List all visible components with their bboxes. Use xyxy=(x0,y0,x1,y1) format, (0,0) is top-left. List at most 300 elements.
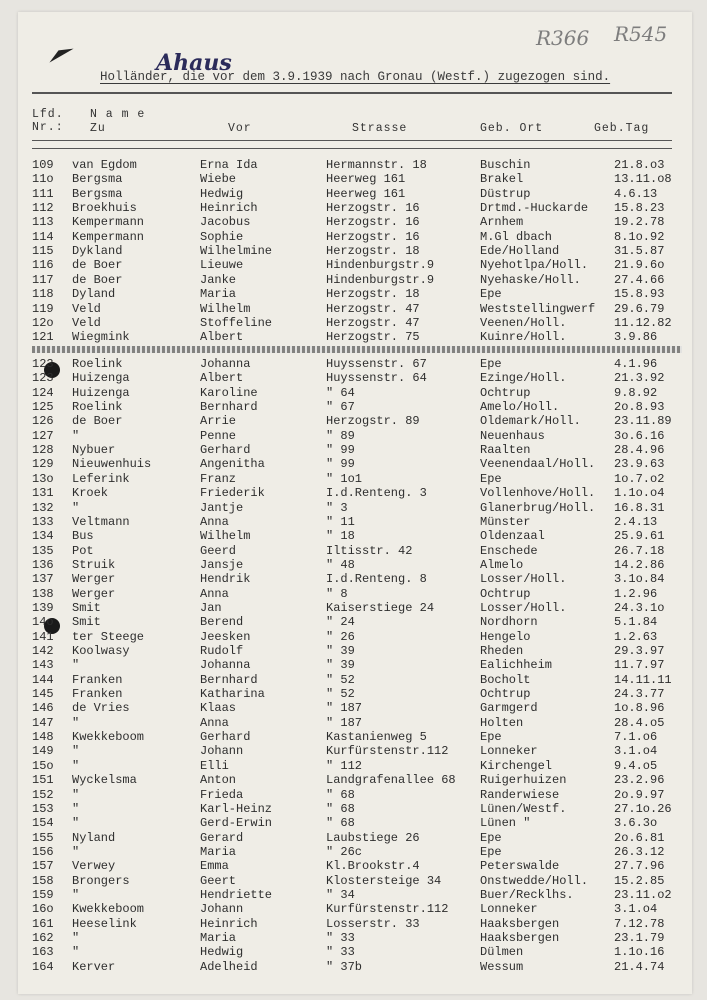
row-number: 141 xyxy=(32,629,54,644)
row-number: 123 xyxy=(32,371,54,386)
row-birthplace: Almelo xyxy=(480,557,524,572)
header-geb-ort: Geb. Ort xyxy=(480,122,544,135)
row-birthdate: 23.9.63 xyxy=(614,457,665,472)
table-row xyxy=(18,400,692,414)
row-street: " 52 xyxy=(326,672,355,687)
table-row xyxy=(18,816,692,830)
row-birthdate: 27.1o.26 xyxy=(614,801,672,816)
table-row xyxy=(18,587,692,601)
row-surname: de Vries xyxy=(72,701,130,716)
row-birthplace: Haaksbergen xyxy=(480,931,560,945)
table-row xyxy=(18,330,692,344)
row-number: 159 xyxy=(32,887,54,902)
row-street: " 33 xyxy=(326,931,355,945)
row-street: Landgrafenallee 68 xyxy=(326,773,456,788)
row-street: Huyssenstr. 64 xyxy=(326,371,427,386)
row-birthdate: 5.1.84 xyxy=(614,615,658,630)
row-firstname: Maria xyxy=(200,287,237,302)
row-street: " 24 xyxy=(326,615,355,630)
row-street: " 64 xyxy=(326,385,355,400)
row-street: Herzogstr. 47 xyxy=(326,301,420,316)
row-surname: Kempermann xyxy=(72,229,145,244)
row-birthdate: 23.11.89 xyxy=(614,414,672,429)
row-birthplace: Kuinre/Holl. xyxy=(480,330,567,345)
row-birthplace: Epe xyxy=(480,287,502,302)
row-street: " 37b xyxy=(326,959,363,974)
row-surname: " xyxy=(72,715,80,730)
row-firstname: Erna Ida xyxy=(200,158,258,172)
row-surname: Veld xyxy=(72,315,101,330)
row-birthplace: Lünen " xyxy=(480,816,531,831)
row-birthplace: Lonneker xyxy=(480,744,538,759)
section-divider xyxy=(32,346,682,353)
row-number: 14o xyxy=(32,615,54,630)
row-birthplace: Veenen/Holl. xyxy=(480,315,567,330)
row-birthdate: 7.12.78 xyxy=(614,916,665,931)
row-street: " 39 xyxy=(326,658,355,673)
row-birthplace: Kirchengel xyxy=(480,758,553,773)
row-birthdate: 29.6.79 xyxy=(614,301,665,316)
row-street: Kl.Brookstr.4 xyxy=(326,859,420,874)
row-birthdate: 21.8.o3 xyxy=(614,158,665,172)
table-row xyxy=(18,615,692,629)
row-number: 12o xyxy=(32,315,54,330)
row-birthplace: Ealichheim xyxy=(480,658,553,673)
row-birthplace: Holten xyxy=(480,715,524,730)
row-surname: " xyxy=(72,801,80,816)
row-surname: Veltmann xyxy=(72,514,130,529)
row-number: 126 xyxy=(32,414,54,429)
row-firstname: Hedwig xyxy=(200,945,244,960)
table-row xyxy=(18,472,692,486)
row-surname: Heeselink xyxy=(72,916,137,931)
table-row xyxy=(18,187,692,201)
row-street: I.d.Renteng. 8 xyxy=(326,572,427,587)
row-street: " 89 xyxy=(326,428,355,443)
row-birthdate: 21.3.92 xyxy=(614,371,665,386)
row-street: " 8 xyxy=(326,586,348,601)
row-birthdate: 2.4.13 xyxy=(614,514,658,529)
row-number: 112 xyxy=(32,201,54,216)
table-row xyxy=(18,429,692,443)
row-firstname: Lieuwe xyxy=(200,258,244,273)
table-row xyxy=(18,701,692,715)
row-firstname: Penne xyxy=(200,428,237,443)
row-street: Kurfürstenstr.112 xyxy=(326,902,449,917)
table-row xyxy=(18,287,692,301)
row-birthdate: 24.3.77 xyxy=(614,687,665,702)
row-birthplace: Drtmd.-Huckarde xyxy=(480,201,589,216)
table-row xyxy=(18,630,692,644)
row-street: Herzogstr. 47 xyxy=(326,315,420,330)
row-birthplace: Brakel xyxy=(480,172,524,187)
row-number: 163 xyxy=(32,945,54,960)
table-row xyxy=(18,572,692,586)
row-street: Herzogstr. 16 xyxy=(326,201,420,216)
row-firstname: Stoffeline xyxy=(200,315,273,330)
row-firstname: Johanna xyxy=(200,357,251,371)
row-number: 142 xyxy=(32,644,54,658)
row-street: Kaiserstiege 24 xyxy=(326,600,435,615)
table-row xyxy=(18,529,692,543)
row-birthdate: 7.1.o6 xyxy=(614,730,658,745)
row-firstname: Hendrik xyxy=(200,572,251,587)
row-number: 127 xyxy=(32,428,54,443)
row-firstname: Jansje xyxy=(200,557,244,572)
table-row xyxy=(18,716,692,730)
table-row xyxy=(18,759,692,773)
row-birthplace: Düstrup xyxy=(480,186,531,201)
table-row xyxy=(18,515,692,529)
row-number: 124 xyxy=(32,385,54,400)
row-birthplace: Epe xyxy=(480,844,502,859)
row-number: 129 xyxy=(32,457,54,472)
row-birthplace: Peterswalde xyxy=(480,859,560,874)
table-row xyxy=(18,486,692,500)
row-firstname: Maria xyxy=(200,844,237,859)
row-surname: Werger xyxy=(72,586,116,601)
row-firstname: Jeesken xyxy=(200,629,251,644)
table-row xyxy=(18,644,692,658)
row-firstname: Frieda xyxy=(200,787,244,802)
row-firstname: Rudolf xyxy=(200,644,244,658)
row-street: Iltisstr. 42 xyxy=(326,543,413,558)
row-street: Hindenburgstr.9 xyxy=(326,258,435,273)
row-surname: de Boer xyxy=(72,272,123,287)
row-firstname: Karoline xyxy=(200,385,258,400)
table-row xyxy=(18,414,692,428)
table-row xyxy=(18,357,692,371)
row-firstname: Gerhard xyxy=(200,443,251,458)
table-row xyxy=(18,371,692,385)
row-birthdate: 28.4.o5 xyxy=(614,715,665,730)
row-firstname: Albert xyxy=(200,371,244,386)
row-birthplace: M.Gl dbach xyxy=(480,229,553,244)
row-number: 116 xyxy=(32,258,54,273)
row-street: Herzogstr. 18 xyxy=(326,244,420,259)
row-birthdate: 3.1.o4 xyxy=(614,902,658,917)
row-firstname: Wilhelmine xyxy=(200,244,273,259)
row-street: " 99 xyxy=(326,443,355,458)
row-surname: ter Steege xyxy=(72,629,145,644)
row-street: Hindenburgstr.9 xyxy=(326,272,435,287)
row-surname: Bergsma xyxy=(72,186,123,201)
page-title: Holländer, die vor dem 3.9.1939 nach Gronau (Westf.) zugezogen sind. xyxy=(100,70,611,84)
row-birthplace: Arnhem xyxy=(480,215,524,230)
row-surname: Smit xyxy=(72,615,101,630)
row-birthplace: Dülmen xyxy=(480,945,524,960)
table-row xyxy=(18,501,692,515)
row-street: " 67 xyxy=(326,400,355,415)
table-row xyxy=(18,544,692,558)
row-street: Herzogstr. 16 xyxy=(326,229,420,244)
row-birthplace: Lonneker xyxy=(480,902,538,917)
row-birthdate: 3.9.86 xyxy=(614,330,658,345)
row-number: 151 xyxy=(32,773,54,788)
row-number: 148 xyxy=(32,730,54,745)
row-number: 147 xyxy=(32,715,54,730)
row-firstname: Bernhard xyxy=(200,400,258,415)
row-birthdate: 1o.8.96 xyxy=(614,701,665,716)
row-street: " 3 xyxy=(326,500,348,515)
row-firstname: Johann xyxy=(200,902,244,917)
table-row xyxy=(18,601,692,615)
row-surname: de Boer xyxy=(72,258,123,273)
row-firstname: Anton xyxy=(200,773,237,788)
row-number: 162 xyxy=(32,931,54,945)
row-firstname: Jacobus xyxy=(200,215,251,230)
row-birthdate: 28.4.96 xyxy=(614,443,665,458)
header-rule-1 xyxy=(32,140,672,141)
table-row xyxy=(18,201,692,215)
row-firstname: Hendriette xyxy=(200,887,273,902)
row-birthdate: 23.2.96 xyxy=(614,773,665,788)
row-birthdate: 1.2.63 xyxy=(614,629,658,644)
row-number: 114 xyxy=(32,229,54,244)
row-firstname: Geert xyxy=(200,873,237,888)
row-birthdate: 16.8.31 xyxy=(614,500,665,515)
row-street: Herzogstr. 75 xyxy=(326,330,420,345)
table-row xyxy=(18,443,692,457)
table-row xyxy=(18,888,692,902)
row-surname: Nyland xyxy=(72,830,116,845)
row-firstname: Gerhard xyxy=(200,730,251,745)
header-rule-2 xyxy=(32,148,672,149)
row-number: 11o xyxy=(32,172,54,187)
row-surname: de Boer xyxy=(72,414,123,429)
table-row xyxy=(18,744,692,758)
row-number: 115 xyxy=(32,244,54,259)
row-number: 119 xyxy=(32,301,54,316)
row-firstname: Bernhard xyxy=(200,672,258,687)
table-row xyxy=(18,258,692,272)
row-street: " 39 xyxy=(326,644,355,658)
row-number: 158 xyxy=(32,873,54,888)
row-birthdate: 19.2.78 xyxy=(614,215,665,230)
row-surname: " xyxy=(72,931,80,945)
row-surname: " xyxy=(72,887,80,902)
row-number: 136 xyxy=(32,557,54,572)
row-firstname: Hedwig xyxy=(200,186,244,201)
row-surname: Broekhuis xyxy=(72,201,137,216)
row-number: 109 xyxy=(32,158,54,172)
row-birthdate: 3o.6.16 xyxy=(614,428,665,443)
row-number: 128 xyxy=(32,443,54,458)
row-street: " 1o1 xyxy=(326,471,363,486)
row-birthdate: 26.7.18 xyxy=(614,543,665,558)
row-birthdate: 1.1o.16 xyxy=(614,945,665,960)
table-row xyxy=(18,902,692,916)
row-birthplace: Weststellingwerf xyxy=(480,301,596,316)
row-firstname: Wiebe xyxy=(200,172,237,187)
row-firstname: Janke xyxy=(200,272,237,287)
table-row xyxy=(18,788,692,802)
archive-stamp-2: R545 xyxy=(614,22,668,46)
row-street: " 68 xyxy=(326,816,355,831)
row-street: I.d.Renteng. 3 xyxy=(326,486,427,501)
row-surname: Franken xyxy=(72,672,123,687)
row-birthplace: Epe xyxy=(480,830,502,845)
row-surname: Struik xyxy=(72,557,116,572)
table-row xyxy=(18,386,692,400)
row-birthplace: Hengelo xyxy=(480,629,531,644)
row-number: 139 xyxy=(32,600,54,615)
row-firstname: Angenitha xyxy=(200,457,265,472)
row-birthdate: 13.11.o8 xyxy=(614,172,672,187)
row-birthplace: Nordhorn xyxy=(480,615,538,630)
row-surname: Brongers xyxy=(72,873,130,888)
row-firstname: Albert xyxy=(200,330,244,345)
row-street: " 68 xyxy=(326,787,355,802)
row-firstname: Gerard xyxy=(200,830,244,845)
row-birthdate: 24.3.1o xyxy=(614,600,665,615)
pen-mark xyxy=(46,43,73,62)
row-street: Klostersteige 34 xyxy=(326,873,442,888)
row-number: 111 xyxy=(32,186,54,201)
row-surname: van Egdom xyxy=(72,158,137,172)
row-surname: Kwekkeboom xyxy=(72,730,145,745)
document-sheet xyxy=(18,12,692,994)
table-row xyxy=(18,730,692,744)
row-surname: Huizenga xyxy=(72,371,130,386)
row-number: 16o xyxy=(32,902,54,917)
row-number: 125 xyxy=(32,400,54,415)
row-birthdate: 27.4.66 xyxy=(614,272,665,287)
row-birthplace: Buschin xyxy=(480,158,531,172)
row-firstname: Geerd xyxy=(200,543,237,558)
row-birthdate: 2o.9.97 xyxy=(614,787,665,802)
row-birthdate: 21.4.74 xyxy=(614,959,665,974)
row-street: " 33 xyxy=(326,945,355,960)
row-birthplace: Randerwiese xyxy=(480,787,560,802)
row-birthdate: 2o.8.93 xyxy=(614,400,665,415)
row-street: Herzogstr. 89 xyxy=(326,414,420,429)
row-number: 135 xyxy=(32,543,54,558)
row-birthdate: 8.1o.92 xyxy=(614,229,665,244)
row-firstname: Arrie xyxy=(200,414,237,429)
row-birthdate: 3.6.3o xyxy=(614,816,658,831)
row-surname: Nybuer xyxy=(72,443,116,458)
row-birthdate: 23.11.o2 xyxy=(614,887,672,902)
row-number: 117 xyxy=(32,272,54,287)
row-surname: Verwey xyxy=(72,859,116,874)
row-birthplace: Ruigerhuizen xyxy=(480,773,567,788)
table-row xyxy=(18,273,692,287)
row-surname: Huizenga xyxy=(72,385,130,400)
table-row xyxy=(18,687,692,701)
row-firstname: Adelheid xyxy=(200,959,258,974)
row-street: Heerweg 161 xyxy=(326,186,406,201)
row-birthdate: 4.6.13 xyxy=(614,186,658,201)
row-birthplace: Lünen/Westf. xyxy=(480,801,567,816)
row-birthplace: Rheden xyxy=(480,644,524,658)
row-surname: Franken xyxy=(72,687,123,702)
row-birthplace: Münster xyxy=(480,514,531,529)
row-surname: Dyland xyxy=(72,287,116,302)
row-birthdate: 27.7.96 xyxy=(614,859,665,874)
row-number: 161 xyxy=(32,916,54,931)
row-street: " 187 xyxy=(326,715,363,730)
row-birthplace: Wessum xyxy=(480,959,524,974)
row-surname: Koolwasy xyxy=(72,644,130,658)
row-birthdate: 14.11.11 xyxy=(614,672,672,687)
row-firstname: Anna xyxy=(200,715,229,730)
archive-stamp-1: R366 xyxy=(536,26,590,50)
row-street: " 68 xyxy=(326,801,355,816)
row-birthplace: Oldemark/Holl. xyxy=(480,414,581,429)
row-firstname: Anna xyxy=(200,514,229,529)
row-birthplace: Raalten xyxy=(480,443,531,458)
row-street: " 26c xyxy=(326,844,363,859)
row-birthplace: Veenendaal/Holl. xyxy=(480,457,596,472)
row-surname: " xyxy=(72,844,80,859)
row-number: 121 xyxy=(32,330,54,345)
row-number: 15o xyxy=(32,758,54,773)
table-row xyxy=(18,831,692,845)
row-surname: Kerver xyxy=(72,959,116,974)
row-number: 154 xyxy=(32,816,54,831)
row-firstname: Jan xyxy=(200,600,222,615)
row-street: Kurfürstenstr.112 xyxy=(326,744,449,759)
row-birthplace: Epe xyxy=(480,471,502,486)
row-number: 164 xyxy=(32,959,54,974)
row-number: 155 xyxy=(32,830,54,845)
row-surname: Nieuwenhuis xyxy=(72,457,152,472)
row-firstname: Johanna xyxy=(200,658,251,673)
row-birthplace: Nyehotlpa/Holl. xyxy=(480,258,589,273)
row-number: 144 xyxy=(32,672,54,687)
row-surname: Kwekkeboom xyxy=(72,902,145,917)
row-birthdate: 4.1.96 xyxy=(614,357,658,371)
row-birthplace: Amelo/Holl. xyxy=(480,400,560,415)
row-number: 131 xyxy=(32,486,54,501)
row-birthdate: 1.1o.o4 xyxy=(614,486,665,501)
row-street: Laubstiege 26 xyxy=(326,830,420,845)
table-row xyxy=(18,945,692,959)
row-number: 149 xyxy=(32,744,54,759)
row-surname: Roelink xyxy=(72,357,123,371)
row-number: 143 xyxy=(32,658,54,673)
row-surname: " xyxy=(72,658,80,673)
row-birthdate: 2o.6.81 xyxy=(614,830,665,845)
row-birthdate: 15.8.23 xyxy=(614,201,665,216)
row-birthdate: 25.9.61 xyxy=(614,529,665,544)
row-birthdate: 1.2.96 xyxy=(614,586,658,601)
row-firstname: Elli xyxy=(200,758,229,773)
row-street: Losserstr. 33 xyxy=(326,916,420,931)
row-street: Heerweg 161 xyxy=(326,172,406,187)
row-street: " 18 xyxy=(326,529,355,544)
row-surname: " xyxy=(72,816,80,831)
table-row xyxy=(18,773,692,787)
row-surname: " xyxy=(72,428,80,443)
row-number: 156 xyxy=(32,844,54,859)
row-surname: " xyxy=(72,500,80,515)
row-surname: " xyxy=(72,945,80,960)
row-street: Herzogstr. 18 xyxy=(326,287,420,302)
row-street: " 52 xyxy=(326,687,355,702)
row-birthdate: 15.8.93 xyxy=(614,287,665,302)
row-number: 118 xyxy=(32,287,54,302)
header-geb-tag: Geb.Tag xyxy=(594,122,650,135)
row-street: Hermannstr. 18 xyxy=(326,158,427,172)
table-row xyxy=(18,960,692,974)
row-surname: Leferink xyxy=(72,471,130,486)
row-number: 153 xyxy=(32,801,54,816)
row-firstname: Johann xyxy=(200,744,244,759)
row-birthplace: Glanerbrug/Holl. xyxy=(480,500,596,515)
row-birthplace: Bocholt xyxy=(480,672,531,687)
